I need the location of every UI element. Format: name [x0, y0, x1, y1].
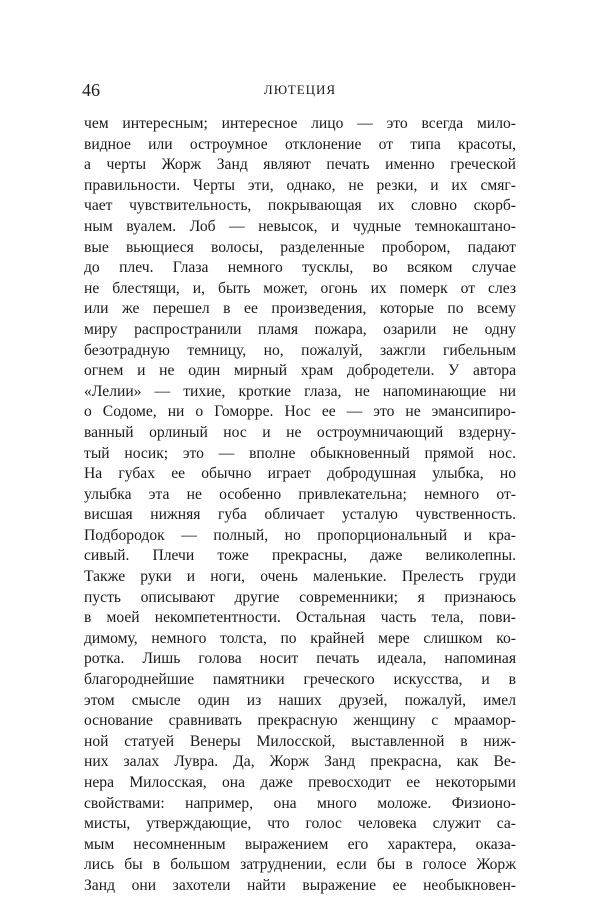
- page-number: 46: [82, 80, 100, 100]
- text-line: Подбородок — полный, но пропорциональный и кра-: [84, 526, 516, 544]
- text-line: чает чувствительность, покрывающая их словно скорб-: [84, 197, 516, 215]
- text-line: безотрадную темницу, но, пожалуй, зажгли гибельным: [84, 341, 516, 359]
- text-line: нера Милосская, она даже превосходит ее некоторыми: [84, 774, 516, 791]
- text-line: основание сравнивать прекрасную женщину с мраамор-: [84, 712, 516, 730]
- text-line: о Содоме, ни о Гоморре. Нос ее — это не эмансипиро-: [84, 403, 516, 421]
- text-line: в моей некомпетентности. Остальная часть тела, пови-: [84, 609, 516, 627]
- text-line: На губах ее обычно играет добродушная улыбка, но: [84, 465, 516, 483]
- text-line: Занд они захотели найти выражение ее необыкновен-: [84, 876, 516, 894]
- text-line: до плеч. Глаза немного тусклы, во всяком случае: [84, 259, 516, 277]
- body-text: [84, 114, 516, 897]
- text-line: димому, немного толста, по крайней мере слишком ко-: [84, 629, 516, 647]
- text-line: них залах Лувра. Да, Жорж Занд прекрасна, как Ве-: [84, 753, 516, 771]
- text-line: ротка. Лишь голова носит печать идеала, напоминая: [84, 650, 516, 668]
- text-line: свойствами: например, она много моложе. Физионо-: [84, 794, 516, 812]
- text-line: этом смысле один из наших друзей, пожалуй, имел: [84, 691, 516, 709]
- text-line: ной статуей Венеры Милосской, выставленной в ниж-: [84, 732, 516, 750]
- text-line: правильности. Черты эти, однако, не резки, и их смяг-: [84, 176, 516, 194]
- text-line: пусть описывают другие современники; я признаюсь: [84, 588, 516, 606]
- text-line: висшая нижняя губа обличает усталую чувственность.: [84, 506, 516, 524]
- text-line: миру распространили пламя пожара, озарили не одну: [84, 320, 516, 338]
- text-line: лись бы в большом затруднении, если бы в голосе Жорж: [84, 856, 516, 874]
- text-line: огнем и не один мирный храм добродетели. У автора: [84, 362, 516, 380]
- page-header: [82, 80, 518, 100]
- text-line: улыбка эта не особенно привлекательна; немного от-: [84, 485, 516, 503]
- text-line: сивый. Плечи тоже прекрасны, даже великолепны.: [84, 547, 516, 565]
- text-line: мым несомненным выражением его характера, оказа-: [84, 835, 516, 853]
- text-line: «Лелии» — тихие, кроткие глаза, не напоминающие ни: [84, 382, 516, 400]
- text-line: видное или остроумное отклонение от типа красоты,: [84, 135, 516, 153]
- text-line: чем интересным; интересное лицо — это всегда мило-: [84, 115, 516, 132]
- text-line: ным вуалем. Лоб — невысок, и чудные темнокаштано-: [84, 217, 516, 235]
- running-title: ЛЮТЕЦИЯ: [263, 82, 337, 97]
- text-line: тый носик; это — вполне обыкновенный прямой нос.: [84, 444, 516, 462]
- text-line: ванный орлиный нос и не остроумничающий вздерну-: [84, 423, 516, 441]
- text-line: Также руки и ноги, очень маленькие. Прелесть груди: [84, 568, 516, 586]
- text-line: или же перешел в ее произведения, которые по всему: [84, 300, 516, 318]
- text-line: не блестящи, и, быть может, огонь их померк от слез: [84, 279, 516, 297]
- text-line: благороднейшие памятники греческого искусства, и в: [84, 671, 516, 689]
- text-line: а черты Жорж Занд являют печать именно греческой: [84, 156, 516, 174]
- text-line: вые вьющиеся волосы, разделенные пробором, падают: [84, 238, 516, 256]
- text-line: мисты, утверждающие, что голос человека служит са-: [84, 815, 516, 833]
